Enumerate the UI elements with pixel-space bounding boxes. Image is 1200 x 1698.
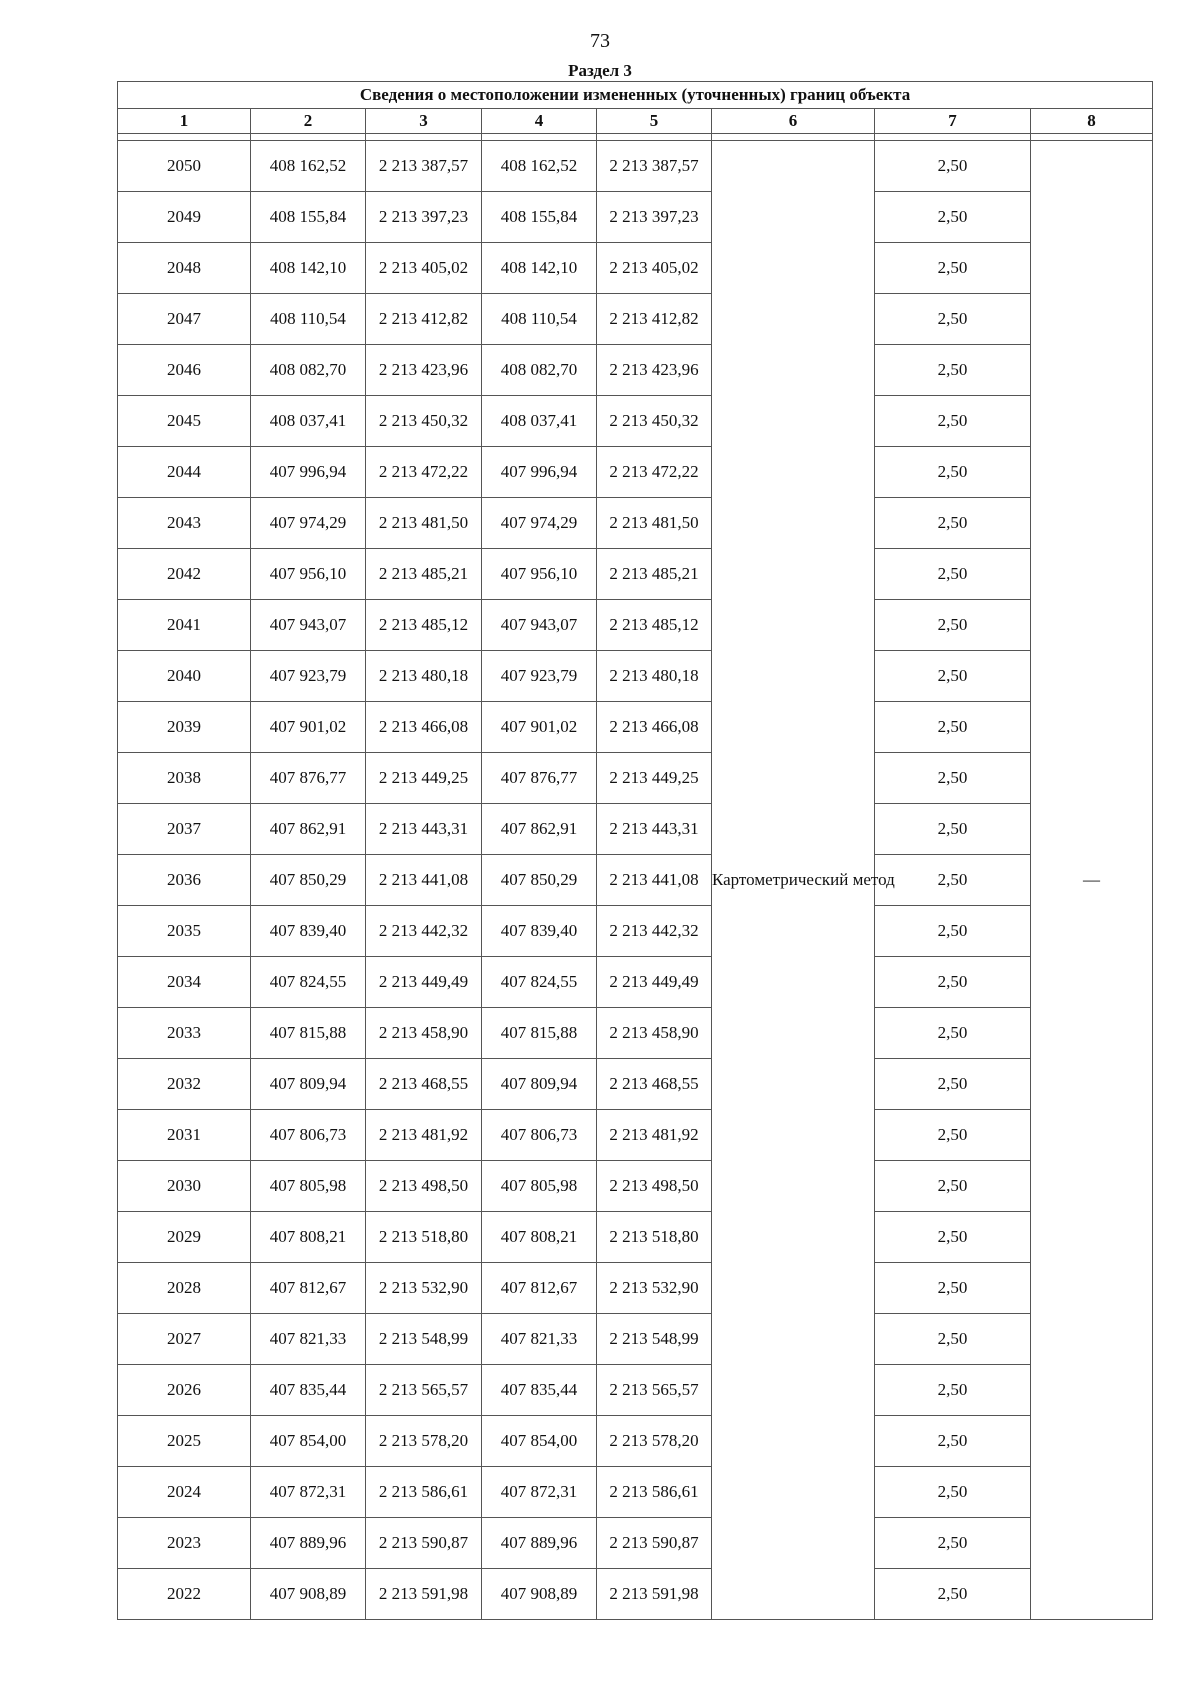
x-new-cell: 407 821,33 [482,1314,597,1365]
header-separator-row [118,134,1153,141]
table-body [118,134,1153,1620]
y-old-cell: 2 213 468,55 [366,1059,482,1110]
y-new-cell: 2 213 532,90 [597,1263,712,1314]
y-new-cell: 2 213 485,21 [597,549,712,600]
y-new-cell: 2 213 590,87 [597,1518,712,1569]
x-new-cell: 407 809,94 [482,1059,597,1110]
point-number-cell: 2024 [118,1467,251,1518]
table-caption: Сведения о местоположении измененных (уточненных) границ объекта [118,82,1153,109]
y-old-cell: 2 213 532,90 [366,1263,482,1314]
accuracy-cell: 2,50 [875,1365,1031,1416]
y-new-cell: 2 213 423,96 [597,345,712,396]
y-old-cell: 2 213 481,92 [366,1110,482,1161]
x-new-cell: 407 815,88 [482,1008,597,1059]
x-new-cell: 407 943,07 [482,600,597,651]
point-number-cell: 2047 [118,294,251,345]
y-new-cell: 2 213 548,99 [597,1314,712,1365]
column-header-3: 3 [366,109,482,134]
x-new-cell: 407 812,67 [482,1263,597,1314]
accuracy-cell: 2,50 [875,804,1031,855]
y-new-cell: 2 213 481,50 [597,498,712,549]
column-header-8: 8 [1031,109,1153,134]
x-old-cell: 407 901,02 [251,702,366,753]
y-new-cell: 2 213 387,57 [597,141,712,192]
x-new-cell: 407 806,73 [482,1110,597,1161]
point-number-cell: 2049 [118,192,251,243]
x-old-cell: 407 812,67 [251,1263,366,1314]
x-new-cell: 407 854,00 [482,1416,597,1467]
accuracy-cell: 2,50 [875,855,1031,906]
y-old-cell: 2 213 480,18 [366,651,482,702]
accuracy-cell: 2,50 [875,294,1031,345]
x-new-cell: 408 110,54 [482,294,597,345]
point-number-cell: 2040 [118,651,251,702]
x-old-cell: 407 956,10 [251,549,366,600]
x-old-cell: 407 824,55 [251,957,366,1008]
y-new-cell: 2 213 586,61 [597,1467,712,1518]
accuracy-cell: 2,50 [875,498,1031,549]
description-cell: — [1031,141,1153,1620]
point-number-cell: 2026 [118,1365,251,1416]
column-header-6: 6 [712,109,875,134]
y-new-cell: 2 213 481,92 [597,1110,712,1161]
separator-cell [875,134,1031,141]
y-old-cell: 2 213 449,49 [366,957,482,1008]
table-row [118,192,1153,243]
column-header-4: 4 [482,109,597,134]
accuracy-cell: 2,50 [875,1314,1031,1365]
point-number-cell: 2041 [118,600,251,651]
x-old-cell: 407 974,29 [251,498,366,549]
y-new-cell: 2 213 485,12 [597,600,712,651]
column-header-7: 7 [875,109,1031,134]
column-header-2: 2 [251,109,366,134]
accuracy-cell: 2,50 [875,906,1031,957]
table-row [118,498,1153,549]
table-row [118,1569,1153,1620]
point-number-cell: 2037 [118,804,251,855]
table-row [118,1365,1153,1416]
x-new-cell: 408 142,10 [482,243,597,294]
table-row [118,396,1153,447]
point-number-cell: 2043 [118,498,251,549]
x-old-cell: 407 839,40 [251,906,366,957]
y-new-cell: 2 213 405,02 [597,243,712,294]
x-new-cell: 407 835,44 [482,1365,597,1416]
x-new-cell: 408 082,70 [482,345,597,396]
table-row [118,1518,1153,1569]
table-row [118,600,1153,651]
x-old-cell: 407 876,77 [251,753,366,804]
y-new-cell: 2 213 565,57 [597,1365,712,1416]
point-number-cell: 2025 [118,1416,251,1467]
y-new-cell: 2 213 450,32 [597,396,712,447]
x-old-cell: 407 850,29 [251,855,366,906]
accuracy-cell: 2,50 [875,1161,1031,1212]
accuracy-cell: 2,50 [875,141,1031,192]
accuracy-cell: 2,50 [875,1467,1031,1518]
y-new-cell: 2 213 480,18 [597,651,712,702]
y-old-cell: 2 213 423,96 [366,345,482,396]
table-row [118,345,1153,396]
separator-cell [597,134,712,141]
x-old-cell: 408 162,52 [251,141,366,192]
table-row [118,651,1153,702]
y-old-cell: 2 213 450,32 [366,396,482,447]
point-number-cell: 2030 [118,1161,251,1212]
separator-cell [118,134,251,141]
y-old-cell: 2 213 466,08 [366,702,482,753]
table-row [118,1416,1153,1467]
table-row [118,447,1153,498]
section-title: Раздел 3 [568,61,632,80]
point-number-cell: 2022 [118,1569,251,1620]
x-new-cell: 407 908,89 [482,1569,597,1620]
accuracy-cell: 2,50 [875,651,1031,702]
accuracy-cell: 2,50 [875,753,1031,804]
y-old-cell: 2 213 565,57 [366,1365,482,1416]
point-number-cell: 2039 [118,702,251,753]
x-old-cell: 408 142,10 [251,243,366,294]
page-number: 73 [590,30,610,52]
x-old-cell: 407 808,21 [251,1212,366,1263]
x-old-cell: 408 037,41 [251,396,366,447]
table-row [118,1110,1153,1161]
x-new-cell: 407 923,79 [482,651,597,702]
column-header-1: 1 [118,109,251,134]
separator-cell [366,134,482,141]
y-old-cell: 2 213 472,22 [366,447,482,498]
separator-cell [712,134,875,141]
y-new-cell: 2 213 449,49 [597,957,712,1008]
x-old-cell: 407 872,31 [251,1467,366,1518]
x-old-cell: 407 862,91 [251,804,366,855]
point-number-cell: 2023 [118,1518,251,1569]
table-row [118,753,1153,804]
point-number-cell: 2042 [118,549,251,600]
table-row [118,1467,1153,1518]
x-new-cell: 408 162,52 [482,141,597,192]
x-new-cell: 408 037,41 [482,396,597,447]
table-row [118,141,1153,192]
accuracy-cell: 2,50 [875,396,1031,447]
x-old-cell: 407 854,00 [251,1416,366,1467]
table-row [118,957,1153,1008]
y-old-cell: 2 213 591,98 [366,1569,482,1620]
x-new-cell: 407 876,77 [482,753,597,804]
accuracy-cell: 2,50 [875,1263,1031,1314]
accuracy-cell: 2,50 [875,243,1031,294]
table-row [118,549,1153,600]
point-number-cell: 2034 [118,957,251,1008]
table-row [118,1263,1153,1314]
y-old-cell: 2 213 586,61 [366,1467,482,1518]
table-row [118,804,1153,855]
y-new-cell: 2 213 442,32 [597,906,712,957]
x-old-cell: 407 908,89 [251,1569,366,1620]
point-number-cell: 2029 [118,1212,251,1263]
column-header-5: 5 [597,109,712,134]
x-new-cell: 407 850,29 [482,855,597,906]
x-new-cell: 407 872,31 [482,1467,597,1518]
x-new-cell: 407 839,40 [482,906,597,957]
accuracy-cell: 2,50 [875,702,1031,753]
table-row [118,906,1153,957]
y-new-cell: 2 213 468,55 [597,1059,712,1110]
x-new-cell: 408 155,84 [482,192,597,243]
y-new-cell: 2 213 518,80 [597,1212,712,1263]
x-old-cell: 407 815,88 [251,1008,366,1059]
y-new-cell: 2 213 449,25 [597,753,712,804]
x-old-cell: 407 835,44 [251,1365,366,1416]
y-new-cell: 2 213 443,31 [597,804,712,855]
separator-cell [482,134,597,141]
separator-cell [1031,134,1153,141]
x-old-cell: 408 155,84 [251,192,366,243]
accuracy-cell: 2,50 [875,447,1031,498]
table-row [118,1161,1153,1212]
separator-cell [251,134,366,141]
accuracy-cell: 2,50 [875,345,1031,396]
y-old-cell: 2 213 397,23 [366,192,482,243]
table-row [118,1212,1153,1263]
y-old-cell: 2 213 485,21 [366,549,482,600]
y-new-cell: 2 213 458,90 [597,1008,712,1059]
y-new-cell: 2 213 397,23 [597,192,712,243]
y-old-cell: 2 213 441,08 [366,855,482,906]
table-row [118,702,1153,753]
y-new-cell: 2 213 498,50 [597,1161,712,1212]
method-cell: Картометрический метод [712,141,875,1620]
x-old-cell: 408 082,70 [251,345,366,396]
column-header-row [118,109,1153,134]
table-row [118,1059,1153,1110]
x-new-cell: 407 974,29 [482,498,597,549]
table-row [118,855,1153,906]
x-old-cell: 407 809,94 [251,1059,366,1110]
x-old-cell: 407 923,79 [251,651,366,702]
accuracy-cell: 2,50 [875,192,1031,243]
point-number-cell: 2044 [118,447,251,498]
accuracy-cell: 2,50 [875,957,1031,1008]
table-row [118,1314,1153,1365]
accuracy-cell: 2,50 [875,549,1031,600]
x-new-cell: 407 805,98 [482,1161,597,1212]
y-new-cell: 2 213 466,08 [597,702,712,753]
y-old-cell: 2 213 481,50 [366,498,482,549]
accuracy-cell: 2,50 [875,1059,1031,1110]
y-old-cell: 2 213 405,02 [366,243,482,294]
accuracy-cell: 2,50 [875,1416,1031,1467]
x-new-cell: 407 996,94 [482,447,597,498]
point-number-cell: 2033 [118,1008,251,1059]
x-old-cell: 407 996,94 [251,447,366,498]
y-old-cell: 2 213 518,80 [366,1212,482,1263]
y-new-cell: 2 213 472,22 [597,447,712,498]
y-new-cell: 2 213 578,20 [597,1416,712,1467]
boundary-coordinates-table [117,81,1153,1620]
x-new-cell: 407 956,10 [482,549,597,600]
y-old-cell: 2 213 485,12 [366,600,482,651]
x-new-cell: 407 862,91 [482,804,597,855]
table-row [118,243,1153,294]
accuracy-cell: 2,50 [875,1518,1031,1569]
y-old-cell: 2 213 412,82 [366,294,482,345]
y-old-cell: 2 213 498,50 [366,1161,482,1212]
y-old-cell: 2 213 443,31 [366,804,482,855]
accuracy-cell: 2,50 [875,1212,1031,1263]
point-number-cell: 2036 [118,855,251,906]
y-new-cell: 2 213 591,98 [597,1569,712,1620]
y-new-cell: 2 213 441,08 [597,855,712,906]
y-old-cell: 2 213 387,57 [366,141,482,192]
point-number-cell: 2038 [118,753,251,804]
x-new-cell: 407 889,96 [482,1518,597,1569]
point-number-cell: 2035 [118,906,251,957]
point-number-cell: 2028 [118,1263,251,1314]
point-number-cell: 2027 [118,1314,251,1365]
point-number-cell: 2046 [118,345,251,396]
y-old-cell: 2 213 458,90 [366,1008,482,1059]
accuracy-cell: 2,50 [875,600,1031,651]
accuracy-cell: 2,50 [875,1008,1031,1059]
accuracy-cell: 2,50 [875,1110,1031,1161]
table-row [118,1008,1153,1059]
x-old-cell: 407 806,73 [251,1110,366,1161]
x-old-cell: 407 889,96 [251,1518,366,1569]
point-number-cell: 2048 [118,243,251,294]
point-number-cell: 2031 [118,1110,251,1161]
table-row [118,294,1153,345]
point-number-cell: 2045 [118,396,251,447]
point-number-cell: 2032 [118,1059,251,1110]
x-old-cell: 407 821,33 [251,1314,366,1365]
x-new-cell: 407 824,55 [482,957,597,1008]
accuracy-cell: 2,50 [875,1569,1031,1620]
y-old-cell: 2 213 442,32 [366,906,482,957]
x-new-cell: 407 808,21 [482,1212,597,1263]
point-number-cell: 2050 [118,141,251,192]
y-old-cell: 2 213 449,25 [366,753,482,804]
x-old-cell: 407 805,98 [251,1161,366,1212]
y-old-cell: 2 213 548,99 [366,1314,482,1365]
y-old-cell: 2 213 578,20 [366,1416,482,1467]
x-old-cell: 408 110,54 [251,294,366,345]
y-old-cell: 2 213 590,87 [366,1518,482,1569]
y-new-cell: 2 213 412,82 [597,294,712,345]
x-new-cell: 407 901,02 [482,702,597,753]
x-old-cell: 407 943,07 [251,600,366,651]
